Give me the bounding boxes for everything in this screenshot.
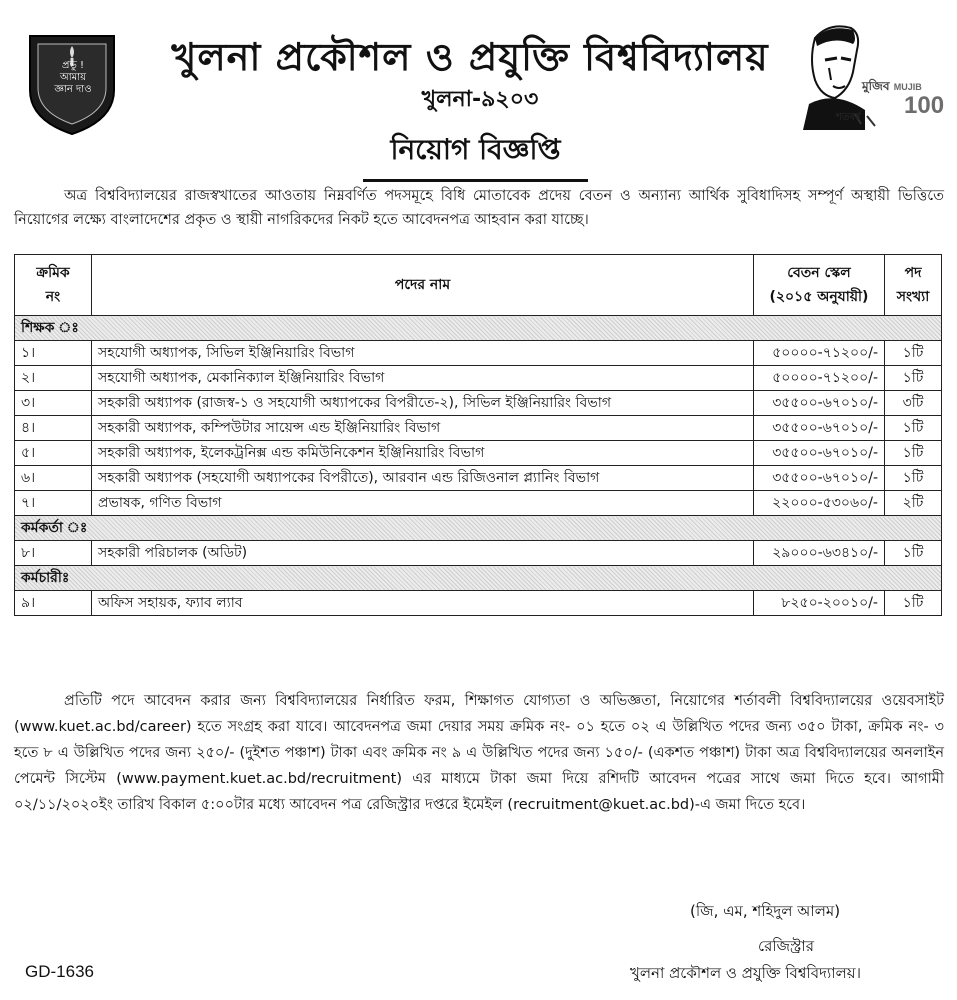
logo-motto-line: আমায় xyxy=(59,72,86,83)
intro-paragraph: অত্র বিশ্ববিদ্যালয়ের রাজস্বখাতের আওতায় নিম্নবর্ণিত পদসমূহে বিধি মোতাবেক প্রদেয় বেতন ও অন্যান্য আর্থিক সুবিধাদিসহ সম্পূর্ণ অস্থায়ী ভিত্তিতে নিয়োগের লক্ষ্যে বাংলাদেশের প্রকৃত ও স্থায়ী নাগরিকদের নিকট হতে আবেদনপত্র আহবান করা যাচ্ছে। xyxy=(14,188,944,228)
category-staff: কর্মচারীঃ xyxy=(15,566,942,591)
pay-header-line1: বেতন স্কেল xyxy=(787,265,851,281)
row-count: ২টি xyxy=(885,491,942,516)
row-pay: ৩৫৫০০-৬৭০১০/- xyxy=(754,391,885,416)
table-row xyxy=(15,391,942,416)
category-row xyxy=(15,566,942,591)
category-row xyxy=(15,516,942,541)
signatory-title: রেজিস্ট্রার xyxy=(758,937,815,955)
post-header: পদের নাম xyxy=(92,255,754,316)
row-serial: ৯। xyxy=(15,591,92,616)
row-serial: ৩। xyxy=(15,391,92,416)
mujib-label-bn: মুজিব xyxy=(862,79,890,93)
category-officer: কর্মকর্তা ঃ xyxy=(15,516,942,541)
mujib-subtitle: শতবর্ষ xyxy=(836,112,861,123)
serial-header-line2: নং xyxy=(45,289,61,305)
signatory-name: (জি, এম, শহিদুল আলম) xyxy=(690,902,841,920)
table-row xyxy=(15,591,942,616)
table-row xyxy=(15,416,942,441)
row-count: ১টি xyxy=(885,591,942,616)
row-pay: ৮২৫০-২০০১০/- xyxy=(754,591,885,616)
row-count: ১টি xyxy=(885,441,942,466)
row-pay: ৩৫৫০০-৬৭০১০/- xyxy=(754,416,885,441)
category-row xyxy=(15,316,942,341)
row-count: ১টি xyxy=(885,541,942,566)
pay-header xyxy=(754,255,885,316)
row-serial: ৫। xyxy=(15,441,92,466)
row-post: সহযোগী অধ্যাপক, মেকানিক্যাল ইঞ্জিনিয়ারিং বিভাগ xyxy=(92,366,754,391)
row-serial: ৭। xyxy=(15,491,92,516)
row-post: সহকারী অধ্যাপক, ইলেকট্রনিক্স এন্ড কমিউনিকেশন ইঞ্জিনিয়ারিং বিভাগ xyxy=(92,441,754,466)
row-pay: ২২০০০-৫৩০৬০/- xyxy=(754,491,885,516)
row-pay: ৩৫৫০০-৬৭০১০/- xyxy=(754,441,885,466)
table-row xyxy=(15,491,942,516)
row-post: সহকারী পরিচালক (অডিট) xyxy=(92,541,754,566)
row-post: সহকারী অধ্যাপক, কম্পিউটার সায়েন্স এন্ড ইঞ্জিনিয়ারিং বিভাগ xyxy=(92,416,754,441)
serial-header-line1: ক্রমিক xyxy=(36,265,70,281)
row-pay: ৩৫৫০০-৬৭০১০/- xyxy=(754,466,885,491)
logo-motto-line: প্রভু ! xyxy=(61,60,85,71)
logo-motto-line: জ্ঞান দাও xyxy=(54,84,92,95)
mujib-label-en: MUJIB xyxy=(893,82,922,92)
row-post: সহকারী অধ্যাপক (সহযোগী অধ্যাপকের বিপরীতে), আরবান এন্ড রিজিওনাল প্ল্যানিং বিভাগ xyxy=(92,466,754,491)
count-header-line1: পদ xyxy=(904,265,922,281)
pay-header-line2: (২০১৫ অনুযায়ী) xyxy=(769,289,869,305)
row-serial: ৪। xyxy=(15,416,92,441)
row-count: ৩টি xyxy=(885,391,942,416)
table-header-row xyxy=(15,255,942,316)
table-row xyxy=(15,366,942,391)
vacancy-table xyxy=(14,254,942,616)
row-post: সহকারী অধ্যাপক (রাজস্ব-১ ও সহযোগী অধ্যাপকের বিপরীতে-২), সিভিল ইঞ্জিনিয়ারিং বিভাগ xyxy=(92,391,754,416)
mujib-number: 100 xyxy=(904,92,945,119)
row-serial: ১। xyxy=(15,341,92,366)
table-row xyxy=(15,541,942,566)
row-count: ১টি xyxy=(885,341,942,366)
row-count: ১টি xyxy=(885,416,942,441)
notice-title: নিয়োগ বিজ্ঞপ্তি xyxy=(363,128,588,182)
row-count: ১টি xyxy=(885,466,942,491)
signatory-organization: খুলনা প্রকৌশল ও প্রযুক্তি বিশ্ববিদ্যালয়। xyxy=(630,964,862,982)
count-header xyxy=(885,255,942,316)
row-pay: ৫০০০০-৭১২০০/- xyxy=(754,341,885,366)
count-header-line2: সংখ্যা xyxy=(896,289,930,305)
row-pay: ৫০০০০-৭১২০০/- xyxy=(754,366,885,391)
table-row xyxy=(15,466,942,491)
row-serial: ২। xyxy=(15,366,92,391)
logo-motto xyxy=(48,60,98,96)
row-post: সহযোগী অধ্যাপক, সিভিল ইঞ্জিনিয়ারিং বিভাগ xyxy=(92,341,754,366)
row-post: প্রভাষক, গণিত বিভাগ xyxy=(92,491,754,516)
row-pay: ২৯০০০-৬৩৪১০/- xyxy=(754,541,885,566)
serial-header xyxy=(15,255,92,316)
table-row xyxy=(15,441,942,466)
category-teacher: শিক্ষক ঃ xyxy=(15,316,942,341)
table-row xyxy=(15,341,942,366)
row-serial: ৮। xyxy=(15,541,92,566)
gd-number: GD-1636 xyxy=(25,962,94,981)
row-post: অফিস সহায়ক, ফ্যাব ল্যাব xyxy=(92,591,754,616)
university-title: খুলনা প্রকৌশল ও প্রযুক্তি বিশ্ববিদ্যালয় xyxy=(171,35,769,79)
application-instructions: প্রতিটি পদে আবেদন করার জন্য বিশ্ববিদ্যালয়ের নির্ধারিত ফরম, শিক্ষাগত যোগ্যতা ও অভিজ্ঞতা, নিয়োগের শর্তাবলী বিশ্ববিদ্যালয়ের ওয়েবসাইট (www.kuet.ac.bd/career) হতে সংগ্রহ করা যাবে। আবেদনপত্র জমা দেয়ার সময় ক্রমিক নং- ০১ হতে ০২ এ উল্লিখিত পদের জন্য ৩৫০ টাকা, ক্রমিক নং- ৩ হতে ৮ এ উল্লিখিত পদের জন্য ২৫০/- (দুইশত পঞ্চাশ) টাকা এবং ক্রমিক নং ৯ এ উল্লিখিত পদের জন্য ১৫০/- (একশত পঞ্চাশ) টাকা অত্র বিশ্ববিদ্যালয়ের অনলাইন পেমেন্ট সিস্টেম (www.payment.kuet.ac.bd/recruitment) এর মাধ্যমে টাকা জমা দিয়ে রশিদটি আবেদন পত্রের সাথে জমা দিতে হবে। আগামী ০২/১১/২০২০ইং তারিখ বিকাল ৫:০০টার মধ্যে আবেদন পত্র রেজিস্ট্রার দপ্তরে ইমেইল (recruitment@kuet.ac.bd)-এ জমা দিতে হবে। xyxy=(14,693,944,813)
row-count: ১টি xyxy=(885,366,942,391)
city-postcode: খুলনা-৯২০৩ xyxy=(421,87,539,112)
row-serial: ৬। xyxy=(15,466,92,491)
